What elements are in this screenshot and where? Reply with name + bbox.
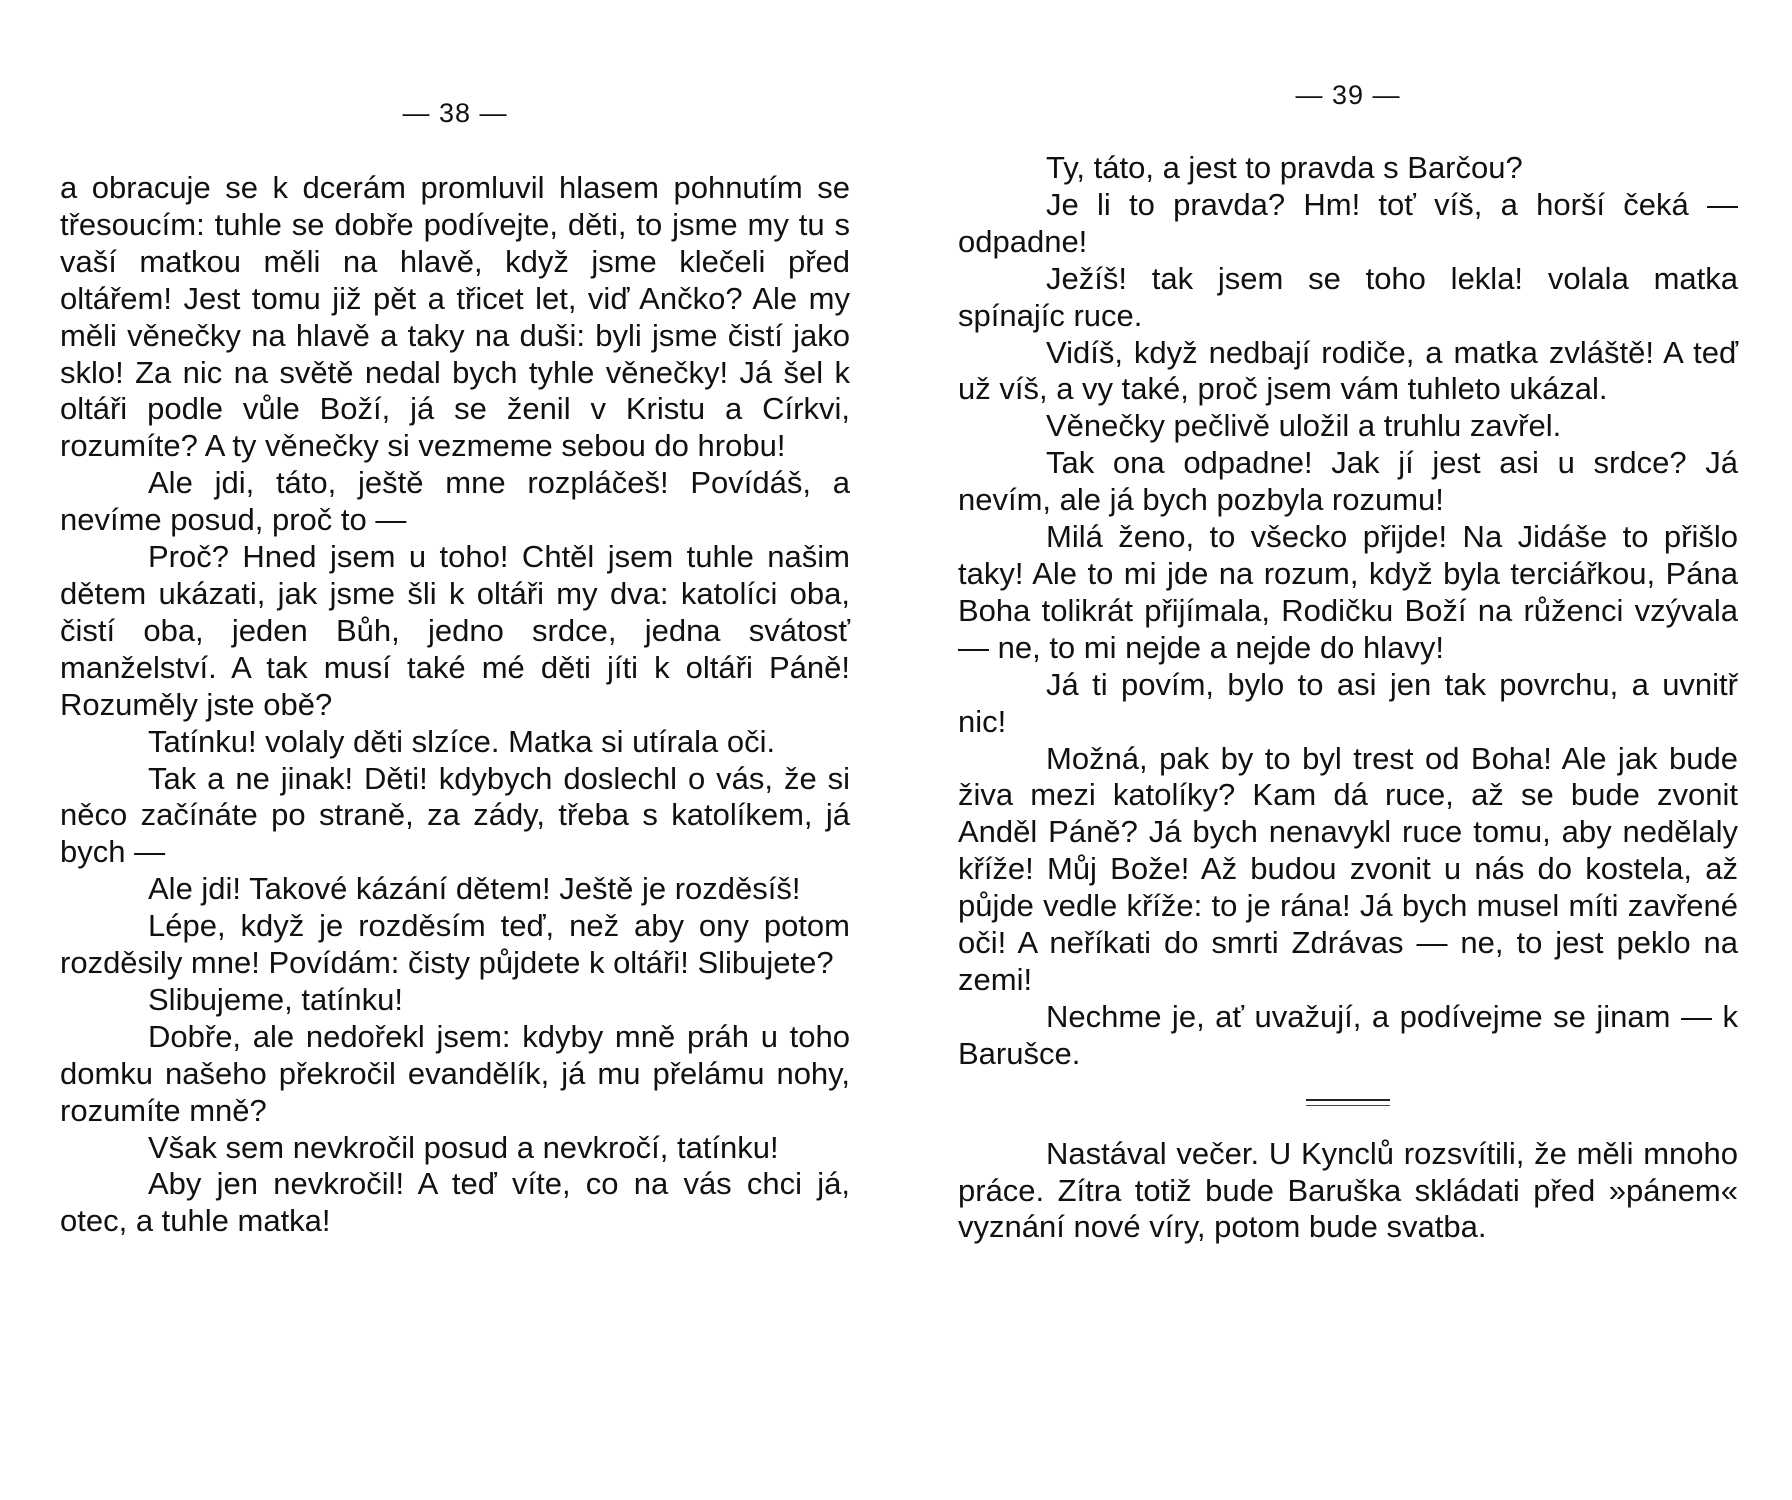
paragraph: Ale jdi! Takové kázání dětem! Ještě je rozděsíš! [148,871,801,907]
paragraph: Ježíš! tak jsem se toho lekla! volala matka spínajíc ruce. [958,260,1738,333]
page-number: — 38 — [402,98,508,128]
paragraph: Možná, pak by to byl trest od Boha! Ale jak bude živa mezi katolíky? Kam dá ruce, až se bude zvonit Anděl Páně? Já bych nenavykl ruce tomu, aby nedělaly kříže! Můj Bože! Až budou zvonit u nás do kostela, až půjde vedle kříže: to je rána! Já bych musel míti zavřené oči! A neříkati do smrti Zdrávas — ne, to jest peklo na zemi! [958,740,1738,997]
paragraph: Vidíš, když nedbají rodiče, a matka zvláště! A teď už víš, a vy také, proč jsem vám tuhleto ukázal. [958,334,1738,407]
paragraph: Lépe, když je rozděsím teď, než aby ony potom rozděsily mne! Povídám: čisty půjdete k oltáři! Slibujete? [60,908,850,981]
paragraph: Věnečky pečlivě uložil a truhlu zavřel. [1046,408,1562,444]
paragraph: Ty, táto, a jest to pravda s Barčou? [1046,150,1523,185]
paragraph: Nechme je, ať uvažují, a podívejme se jinam — k Barušce. [958,998,1738,1071]
paragraph: Proč? Hned jsem u toho! Chtěl jsem tuhle našim dětem ukázati, jak jsme šli k oltáři my dva: katolíci oba, čistí oba, jeden Bůh, jedno srdce, jedna svátosť manželství. A tak musí také mé děti jíti k oltáři Páně! Rozuměly jste obě? [60,539,850,722]
paragraph: Nastával večer. U Kynclů rozsvítili, že měli mnoho práce. Zítra totiž bude Baruška skládati před »pánem« vyznání nové víry, potom bude svatba. [958,1135,1738,1245]
paragraph: Slibujeme, tatínku! [148,981,404,1017]
page-text [60,170,850,1240]
left-page [60,0,850,1500]
paragraph: Tak a ne jinak! Děti! kdybych doslechl o vás, že si něco začínáte po straně, za zády, třeba s katolíkem, já bych — [60,760,850,870]
page-text [958,150,1738,1246]
paragraph: Dobře, ale nedořekl jsem: kdyby mně práh u toho domku našeho překročil evandělík, já mu přelámu nohy, rozumíte mně? [60,1018,850,1128]
right-page [958,0,1738,1500]
page-number: — 39 — [1295,80,1401,110]
paragraph: Je li to pravda? Hm! toť víš, a horší čeká — odpadne! [958,186,1738,259]
paragraph: Tatínku! volaly děti slzíce. Matka si utírala oči. [148,723,776,759]
paragraph: Však sem nevkročil posud a nevkročí, tatínku! [148,1129,779,1165]
paragraph: Já ti povím, bylo to asi jen tak povrchu, a uvnitř nic! [958,666,1738,739]
paragraph: Milá ženo, to všecko přijde! Na Jidáše to přišlo taky! Ale to mi jde na rozum, když byla terciářkou, Pána Boha tolikrát přijímala, Rodičku Boží na růženci vzývala — ne, to mi nejde a nejde do hlavy! [958,519,1738,665]
section-divider [1306,1099,1390,1106]
paragraph: Aby jen nevkročil! A teď víte, co na vás chci já, otec, a tuhle matka! [60,1166,850,1239]
paragraph: Tak ona odpadne! Jak jí jest asi u srdce? Já nevím, ale já bych pozbyla rozumu! [958,445,1738,518]
paragraph: Ale jdi, táto, ještě mne rozpláčeš! Povídáš, a nevíme posud, proč to — [60,465,850,538]
paragraph: a obracuje se k dcerám promluvil hlasem pohnutím se třesoucím: tuhle se dobře podívejte, děti, to jsme my tu s vaší matkou měli na hlavě, když jsme klečeli před oltářem! Jest tomu již pět a třicet let, viď Ančko? Ale my měli věnečky na hlavě a taky na duši: byli jsme čistí jako sklo! Za nic na světě nedal bych tyhle věnečky! Já šel k oltáři podle vůle Boží, já se ženil v Kristu a Církvi, rozumíte? A ty věnečky si vezmeme sebou do hrobu! [60,170,850,464]
